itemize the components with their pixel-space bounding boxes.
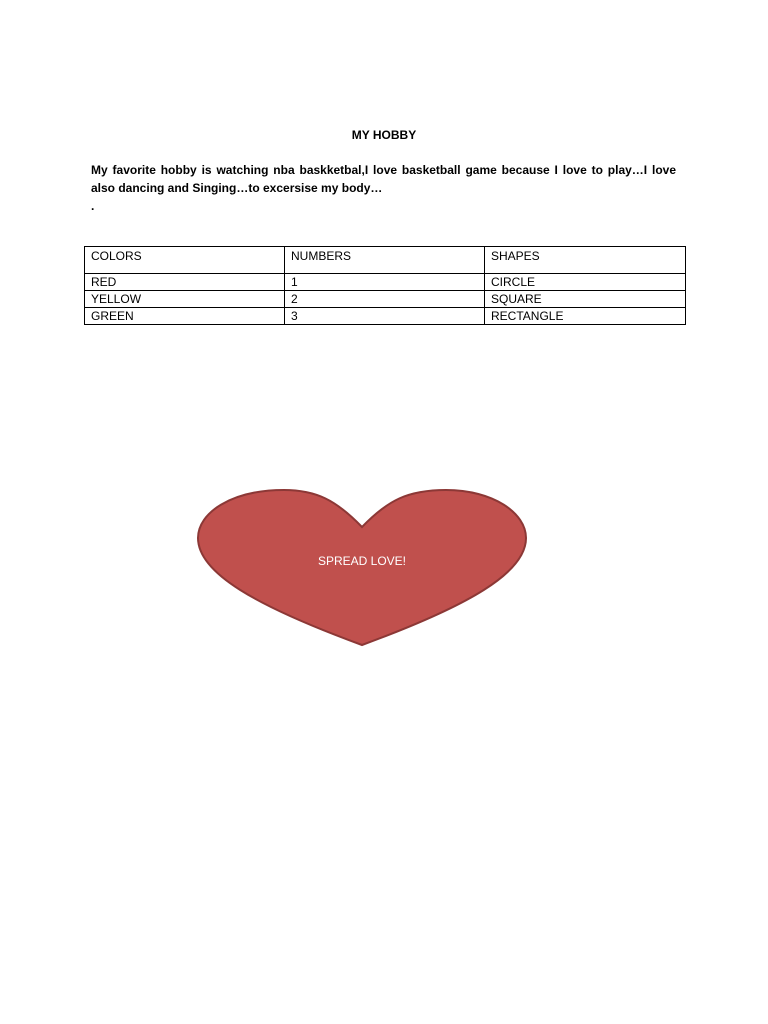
- data-table: [84, 246, 686, 325]
- table-cell: 3: [285, 308, 485, 325]
- table-header-cell: COLORS: [85, 247, 285, 274]
- table-cell: 2: [285, 291, 485, 308]
- table-cell: 1: [285, 274, 485, 291]
- hobby-paragraph: My favorite hobby is watching nba baskketbal,I love basketball game because I love to play…I love also dancing and Singing…to excersise my body…: [91, 163, 676, 195]
- document-title: MY HOBBY: [351, 128, 417, 142]
- table-cell: CIRCLE: [485, 274, 686, 291]
- trailing-dot: .: [91, 199, 95, 213]
- heart-label: SPREAD LOVE!: [317, 554, 407, 568]
- table-row: [85, 308, 686, 325]
- table-cell: GREEN: [85, 308, 285, 325]
- table-row: [85, 291, 686, 308]
- table-cell: YELLOW: [85, 291, 285, 308]
- table-header-cell: NUMBERS: [285, 247, 485, 274]
- table-header-cell: SHAPES: [485, 247, 686, 274]
- table-cell: RECTANGLE: [485, 308, 686, 325]
- heart-shape: [196, 488, 528, 648]
- table-cell: SQUARE: [485, 291, 686, 308]
- table-header-row: [85, 247, 686, 274]
- table-cell: RED: [85, 274, 285, 291]
- table-row: [85, 274, 686, 291]
